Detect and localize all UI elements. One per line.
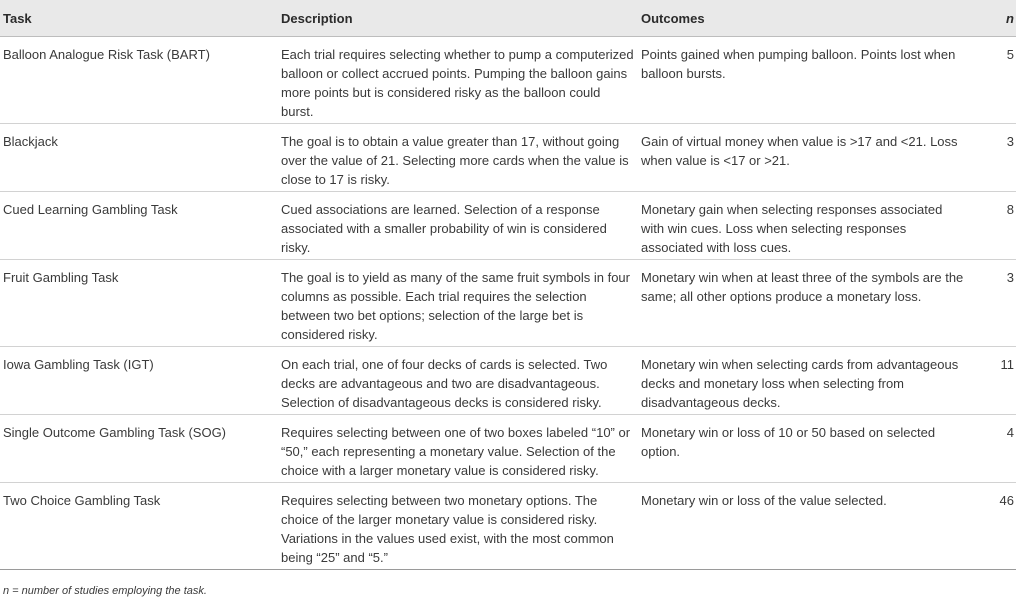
cell-n: 46 (972, 483, 1016, 570)
cell-description: The goal is to yield as many of the same fruit symbols in four columns as possible. Each trial requires the selection between two bet options; selection of the large bet is considered risky. (278, 260, 638, 347)
cell-task: Single Outcome Gambling Task (SOG) (0, 415, 278, 483)
cell-n: 3 (972, 124, 1016, 192)
cell-n: 11 (972, 347, 1016, 415)
cell-outcomes: Monetary win when selecting cards from advantageous decks and monetary loss when selecting from disadvantageous decks. (638, 347, 972, 415)
header-n: n (972, 0, 1016, 37)
table-row (0, 124, 1016, 192)
cell-task: Iowa Gambling Task (IGT) (0, 347, 278, 415)
cell-description: Each trial requires selecting whether to pump a computerized balloon or collect accrued points. Pumping the balloon gains more points but is considered risky as the balloon could burst. (278, 37, 638, 124)
cell-description: Requires selecting between one of two boxes labeled “10” or “50,” each representing a monetary value. Selection of the choice with a larger monetary value is considered risky. (278, 415, 638, 483)
cell-task: Balloon Analogue Risk Task (BART) (0, 37, 278, 124)
table-row (0, 260, 1016, 347)
cell-task: Fruit Gambling Task (0, 260, 278, 347)
table-row (0, 347, 1016, 415)
cell-n: 5 (972, 37, 1016, 124)
header-description: Description (278, 0, 638, 37)
table-row (0, 483, 1016, 570)
cell-description: Cued associations are learned. Selection of a response associated with a smaller probability of win is considered risky. (278, 192, 638, 260)
cell-task: Two Choice Gambling Task (0, 483, 278, 570)
cell-outcomes: Monetary gain when selecting responses associated with win cues. Loss when selecting responses associated with loss cues. (638, 192, 972, 260)
cell-n: 4 (972, 415, 1016, 483)
table-body (0, 37, 1016, 570)
cell-description: The goal is to obtain a value greater than 17, without going over the value of 21. Selecting more cards when the value is close to 17 is risky. (278, 124, 638, 192)
table-row (0, 192, 1016, 260)
header-row (0, 0, 1016, 37)
cell-outcomes: Points gained when pumping balloon. Points lost when balloon bursts. (638, 37, 972, 124)
cell-n: 8 (972, 192, 1016, 260)
cell-task: Cued Learning Gambling Task (0, 192, 278, 260)
cell-description: On each trial, one of four decks of cards is selected. Two decks are advantageous and two are disadvantageous. Selection of disadvantageous decks is considered risky. (278, 347, 638, 415)
table-header (0, 0, 1016, 37)
cell-outcomes: Monetary win or loss of 10 or 50 based on selected option. (638, 415, 972, 483)
cell-n: 3 (972, 260, 1016, 347)
cell-outcomes: Gain of virtual money when value is >17 and <21. Loss when value is <17 or >21. (638, 124, 972, 192)
cell-outcomes: Monetary win or loss of the value selected. (638, 483, 972, 570)
cell-description: Requires selecting between two monetary options. The choice of the larger monetary value is considered risky. Variations in the values used exist, with the most common being “25” and “5.” (278, 483, 638, 570)
cell-task: Blackjack (0, 124, 278, 192)
header-outcomes: Outcomes (638, 0, 972, 37)
table-row (0, 415, 1016, 483)
table-footnote: n = number of studies employing the task. (3, 585, 207, 597)
cell-outcomes: Monetary win when at least three of the symbols are the same; all other options produce a monetary loss. (638, 260, 972, 347)
header-task: Task (0, 0, 278, 37)
table-row (0, 37, 1016, 124)
